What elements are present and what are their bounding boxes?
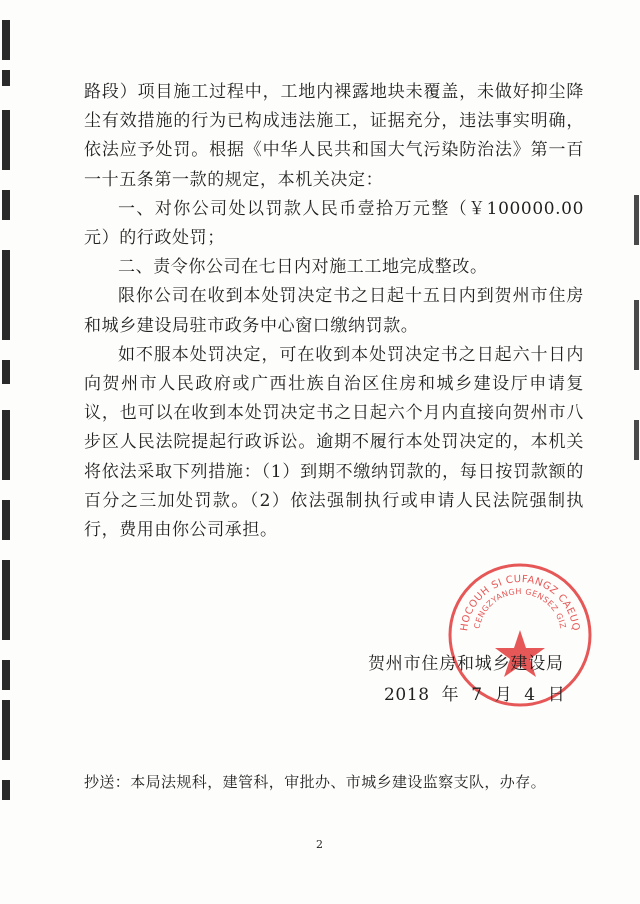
signature-date: 2018 年 7 月 4 日 [384, 685, 566, 705]
page-number: 2 [316, 838, 323, 851]
document-body [84, 78, 584, 545]
paragraph-payment: 限你公司在收到本处罚决定书之日起十五日内到贺州市住房和城乡建设局驻市政务中心窗口缴纳罚款。 [84, 286, 584, 336]
paragraph-appeal: 如不服本处罚决定，可在收到本处罚决定书之日起六十日内向贺州市人民政府或广西壮族自治区住房和城乡建设厅申请复议，也可以在收到本处罚决定书之日起六个月内直接向贺州市八步区人民法院提起行政诉讼。逾期不履行本处罚决定的，本机关将依法采取下列措施：（1）到期不缴纳罚款的，每日按罚款额的百分之三加处罚款。（2）依法强制执行或申请人民法院强制执行，费用由你公司承担。 [84, 344, 584, 541]
paragraph-violation: 路段）项目施工过程中，工地内裸露地块未覆盖，未做好抑尘降尘有效措施的行为已构成违法施工，证据充分，违法事实明确，依法应予处罚。根据《中华人民共和国大气污染防治法》第一百一十五条第一款的规定，本机关决定： [84, 82, 584, 190]
seal-text-upper: HOCOUH SI CUFANGZ CAEUQ [459, 573, 581, 632]
scan-edge-left [0, 0, 14, 904]
paragraph-rectification: 二、责令你公司在七日内对施工工地完成整改。 [118, 257, 488, 278]
scan-edge-right [632, 0, 640, 904]
cc-line: 抄送：本局法规科，建管科，审批办、市城乡建设监察支队，办存。 [84, 773, 547, 791]
paragraph-fine: 一、对你公司处以罚款人民币壹拾万元整（￥100000.00元）的行政处罚； [84, 198, 584, 249]
signature-organization: 贺州市住房和城乡建设局 [368, 654, 564, 674]
seal-text-lower: CENGZYANGH GENSEZ GIZ [472, 586, 568, 630]
